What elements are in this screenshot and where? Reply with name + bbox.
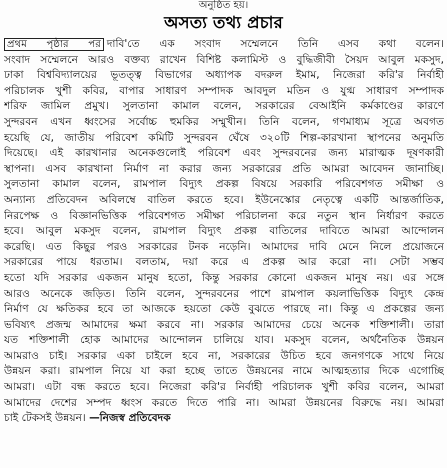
continued-from-label: প্রথম পৃষ্ঠার পর: [7, 39, 101, 50]
article-line: অন্যান্য প্রতিবেদন অবিলম্বে বাতিল করতে হবে। ইউনেস্কোর নেতৃত্বে একটি আন্তর্জাতিক,: [4, 193, 444, 206]
article-line: আমরা। এটা বন্ধ করতে হবে। নিজেরা করি'র নির্বাহী পরিচালক খুশী কবির বলেন, আমরা: [4, 381, 444, 394]
article-line: পরিচালক খুশী কবির, বাপার সাধারণ সম্পাদক আবদুল মতিন ও যুগ্ম সাধারণ সম্পাদক: [4, 84, 444, 97]
article-line: [4, 37, 444, 53]
article-line: হয়েছি যে, জাতীয় পরিবেশ কমিটি সুন্দরবন ঘেঁষে ৩২০টি শিল্প-কারখানা স্থাপনের অনুমতি: [4, 131, 444, 144]
article-line: ভবিষ্যৎ প্রজন্ম আমাদের ক্ষমা করবে না। সরকার আমাদের চেয়ে অনেক শক্তিশালী। তারা: [4, 318, 444, 331]
article-headline: অসত্য তথ্য প্রচার: [164, 13, 283, 32]
article-line: আমরাও চাই। সরকার একা চাইলে হবে না, সরকারের উচিত হবে জনগণকে সাথে নিয়ে: [4, 349, 444, 362]
article-line: সংবাদ সম্মেলনে আরও বক্তব্য রাখেন বিশিষ্ট কলামিস্ট ও বুদ্ধিজীবী সৈয়দ আবুল মকসুদ,: [4, 53, 444, 66]
article-line-text: দাবি'তে এক সংবাদ সম্মেলনে তিনি এসব কথা বলেন।: [106, 38, 444, 50]
article-line: হবে। আবুল মকসুদ বলেন, রামপাল বিদ্যুৎ প্রকল্প বাতিলের দাবিতে আমরা আন্দোলন: [4, 225, 444, 238]
article-line: যত শক্তিশালী হোক আমাদের আন্দোলন চালিয়ে যাব। মকসুদ বলেন, অর্থনৈতিক উন্নয়ন: [4, 334, 444, 347]
article-line: শরিফ জামিল প্রমুখ। সুলতানা কামাল বলেন, সরকারের বেআইনি কর্মকাণ্ডের কারণে: [4, 100, 444, 113]
article-line: সুন্দরবন এখন ধ্বংসের সর্বোচ্চ হুমকির সম্মুখীন। তিনি বলেন, গণমাধ্যম সূত্রে অবগত: [4, 115, 444, 128]
article-line: সুলতানা কামাল বলেন, রামপাল বিদ্যুৎ প্রকল্প বিষয়ে সরকারি পরিবেশগত সমীক্ষা ও: [4, 178, 444, 191]
article-line: আমাদের দেশের সম্পদ ধ্বংস করতে দিতে পারি না। আমরা উন্নয়নের বিরুদ্ধে নয়। আমরা: [4, 396, 444, 409]
article-line: স্থাপনা। এসব কারখানা নির্মাণ না করার জন্য সরকারের প্রতি আমরা আবেদন জানাচ্ছি।: [4, 162, 444, 175]
continued-from-tag: [4, 38, 104, 51]
article-line: আরও অনেকে জড়িত। তিনি বলেন, সুন্দরবনের পাশে রামপাল কয়লাভিত্তিক বিদ্যুৎ কেন্দ্র: [4, 287, 444, 300]
article-line: নিরপেক্ষ ও বিজ্ঞানভিত্তিক পরিবেশগত সমীক্ষা পরিচালনা করে নতুন স্থান নির্ধারণ করতে: [4, 209, 444, 222]
article-line: করেছি। এত কিছুর পরও সরকারের টনক নড়েনি। আমাদের দাবি মেনে নিলে প্রয়োজনে: [4, 240, 444, 253]
article-line-text: চাই টেকসই উন্নয়ন।: [4, 412, 86, 425]
article-line: সরকারের পায়ে ধরতাম। বলতাম, দয়া করে এ প্রকল্প আর করো না। সেটা সম্ভব: [4, 256, 444, 269]
previous-article-fragment: অনুষ্ঠিত হয়।: [198, 0, 249, 11]
article-body: [4, 37, 444, 427]
article-line: নির্মাণ যে ক্ষতিকর হবে তা আজকে হয়তো কেউ বুঝতে পারছে না। কিন্তু এ প্রকল্পের জন্য: [4, 303, 444, 316]
article-line: উন্নয়ন করা। রামপাল নিয়ে যা করা হচ্ছে তাতে উন্নয়নের নামে আত্মহত্যার দিকে এগোচ্ছি: [4, 365, 444, 378]
article-final-line: [4, 411, 444, 427]
article-line: ঢাকা বিশ্ববিদ্যালয়ের ভূতত্ত্ব বিভাগের অধ্যাপক বদরুল ইমাম, নিজেরা করি'র নির্বাহী: [4, 69, 444, 82]
article-line: দিয়েছে। এই কারখানার অনেকগুলোই পরিবেশ এবং সুন্দরবনের জন্য মারাত্মক দূষণকারী: [4, 147, 444, 160]
article-line: হতো যদি সরকার একজন মানুষ হতো, কিন্তু সরকার কোনো একজন মানুষ নয়। এর সঙ্গে: [4, 271, 444, 284]
reporter-signoff: —নিজস্ব প্রতিবেদক: [89, 412, 171, 425]
